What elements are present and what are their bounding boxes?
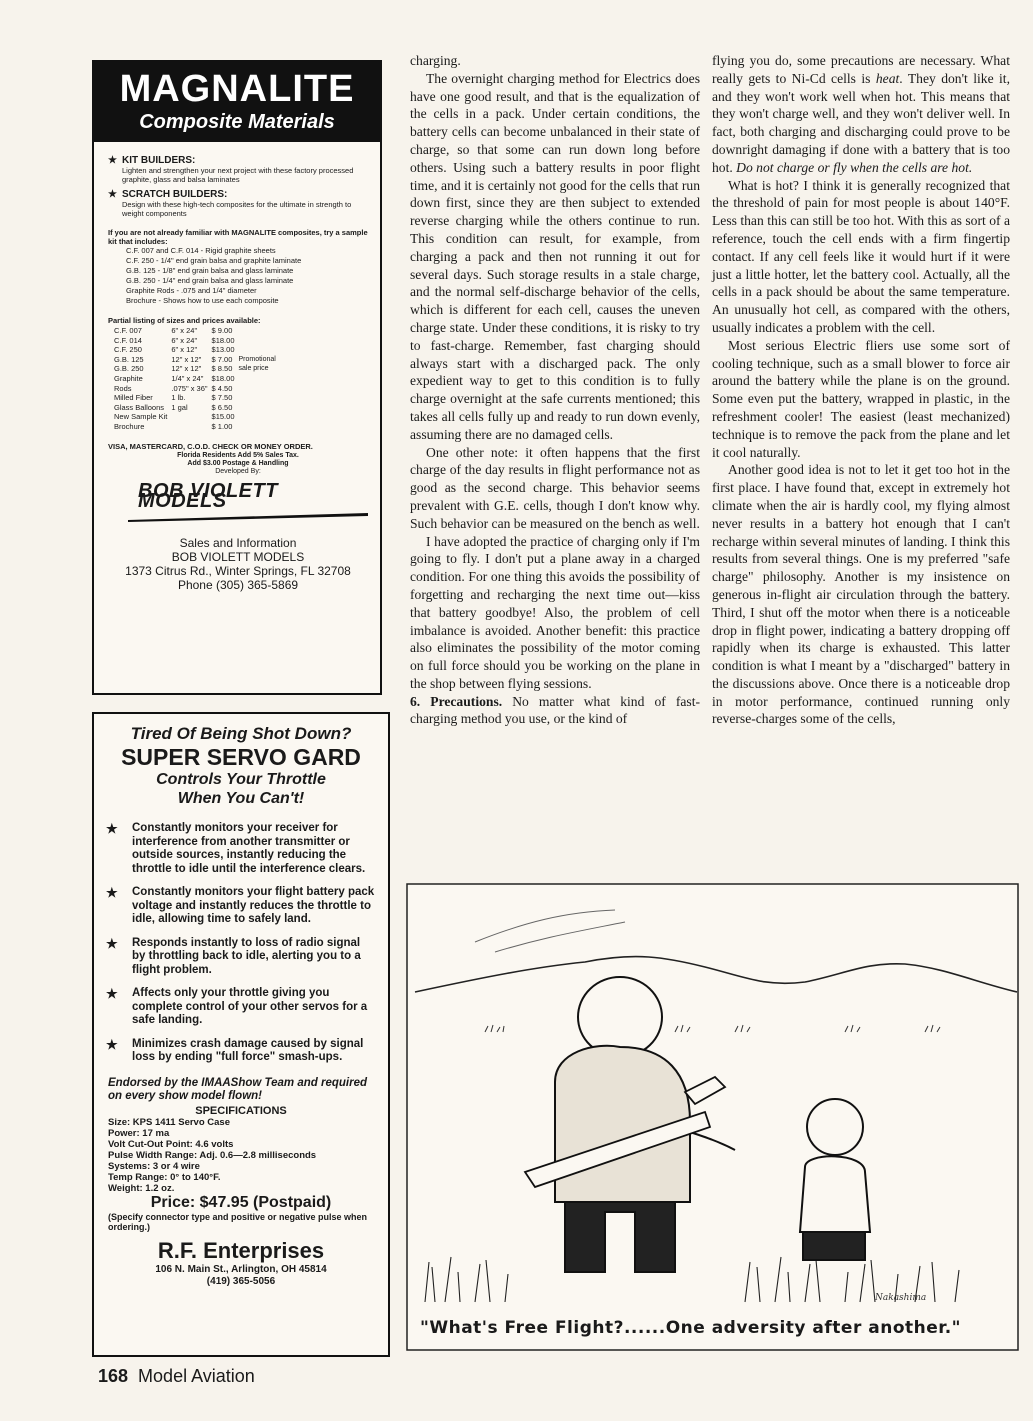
promo-note: Promotional [238,355,276,363]
page-number: 168 [98,1366,129,1386]
article-column-1 [410,52,700,728]
company-name: R.F. Enterprises [157,1237,325,1263]
spec-list [94,1117,388,1194]
cartoon-illustration [405,882,1020,1352]
sample-kit-lead: If you are not already familiar with MAGNALITE composites, try a sample kit that includes: [108,228,368,246]
logo-text: BOB VIOLETT MODELS [138,479,278,512]
price-row: G.B. 125 12" x 12" $ 7.00 Promotional [114,354,276,364]
precautions-paragraph: 6. Precautions. No matter what kind of fast-charging method you use, or the kind of [410,693,700,727]
sample-item: G.B. 250 - 1/4" end grain balsa and glass laminate [126,276,294,285]
bullet-desc: Lighten and strengthen your next project with these factory processed graphite, glass and balsa laminates [122,166,354,184]
shipping-note: Add $3.00 Postage & Handling [187,459,289,467]
star-icon: ★ [108,155,117,166]
star-icon: ★ [106,986,118,1001]
price-row: G.B. 250 12" x 12" $ 8.50 sale price [112,364,278,374]
star-icon: ★ [106,935,118,951]
sample-item: G.B. 125 - 1/8" end grain balsa and glass laminate [126,266,294,275]
price-row: C.F. 014 6" x 24" $18.00 [114,335,235,345]
article-paragraph: What is hot? I think it is generally recognized that the threshold of pain for most people is about 140°F. Less than this can still be too hot. With this as sort of a reference, touch the cell ends with a firm fingertip contact. If any cell feels like it would hurt if it were just a little hotter, let the battery cool. Actually, all the cells in a pack should be about the same temperature. An unusually hot cell, as compared with the others, usually indicates a problem with the cell. [712,177,1010,335]
sales-line: Phone (305) 365-5869 [177,577,299,592]
sample-item: C.F. 250 - 1/4" end grain balsa and graphite laminate [126,256,302,265]
feature-item: ★ Affects only your throttle giving you complete control of your other servos for a safe landing. [106,986,368,1026]
page-footer [98,1366,255,1387]
bob-violett-logo [108,480,368,526]
spec-item: Size: KPS 1411 Servo Case [108,1116,230,1128]
article-paragraph: Most serious Electric fliers use some sort of cooling technique, such as a small blower to force air around the battery while the plane is on the ground. Some even put the battery, wrapped in plastic, in the refreshment cooler! The easiest (least mechanized) technique is to remove the pack from the plane and let it cool naturally. [712,337,1010,460]
price-list-title: Partial listing of sizes and prices available: [108,316,261,325]
bullet-scratch-builders: ★ SCRATCH BUILDERS: [108,189,228,200]
star-icon: ★ [106,885,118,900]
article-paragraph: Another good idea is not to let it get too hot in the first place. I have found that, except in extremely hot climate when the air is hardly cool, my flying almost never results in a battery hot enough that I can't recharge within several minutes of landing. I think this results from several things. One is my preferred "safe charge" philosophy. Another is my insistence on generous in-flight air circulation through the battery. Third, I shut off the motor when there is a noticeable drop in flight power, indicating a battery dropping off rapidly when its charge is exhausted. This latter condition is what I meant by a "discharged" battery in the discussions above. Once there is a noticeable drop in motor performance, continued running only reverse-charges some of the cells, [712,462,1010,727]
feature-item: ★ Minimizes crash damage caused by signal loss by ending "full force" smash-ups. [106,1036,364,1063]
article-paragraph: flying you do, some precautions are necessary. What really gets to Ni-Cd cells is heat. They don't like it, and they won't work well when hot. This means that they won't charge well, and they won't deliver well. In fact, both charging and discharging could prove to be downright damaging if done with a battery that is too hot. Do not charge or fly when the cells are hot. [712,53,1010,175]
product-name: SUPER SERVO GARD [121,744,361,770]
warning-emphasis: Do not charge or fly when the cells are hot. [736,159,973,175]
spec-item: Weight: 1.2 oz. [108,1182,175,1194]
star-icon: ★ [106,1036,118,1052]
emphasis: heat [875,70,900,86]
sales-line: 1373 Citrus Rd., Winter Springs, FL 32708 [125,563,351,578]
spec-item: Temp Range: 0° to 140°F. [108,1171,221,1183]
spec-item: Systems: 3 or 4 wire [108,1160,200,1172]
spec-item: Power: 17 ma [108,1127,170,1139]
bullet-desc: Design with these high-tech composites for the ultimate in strength to weight components [122,200,352,218]
magnalite-subtitle: Composite Materials [139,111,335,133]
spec-item: Pulse Width Range: Adj. 0.6—2.8 milliseconds [108,1149,317,1161]
ad-tagline: Tired Of Being Shot Down? [130,724,352,743]
price-table [112,326,278,432]
boy-figure [800,1099,870,1260]
price-row: Rods .075" x 36" $ 4.50 [114,383,233,393]
star-icon: ★ [108,189,117,200]
feature-item: ★ Constantly monitors your receiver for interference from another transmitter or outside sources, instantly reducing the throttle to idle until the interference clears. [106,821,366,875]
magnalite-banner [94,62,380,142]
payment-methods: VISA, MASTERCARD, C.O.D. CHECK OR MONEY ORDER. [108,441,313,451]
sales-line: BOB VIOLETT MODELS [171,549,305,564]
article-paragraph: The overnight charging method for Electrics does have one good result, and that is the equalization of the cells in a pack. Under certain conditions, the battery cells can become unbalanced in their state of charge, so that some can run down long before others. Using such a battery results in poor flight time, and it is certainly not good for the cells that run down first, since they are then subject to extended reverse charging while the others continue to run. This condition can result, for example, from charging a pack and then not running it out for several days. Such storage results in a stale charge, and the normal self-discharge behavior of the cells, which is different for each cell, causes the uneven charge state. Under these conditions, it is risky to try to fast-charge. Remember, fast charging should always start with a discharged pack. The only expedient way to get to this condition is to fully charge overnight at the safe currents mentioned; this takes all cells fully up and ready to run down evenly, assuming there are no damaged cells. [410,70,700,442]
price-note: (Specify connector type and positive or negative pulse when ordering.) [108,1211,368,1232]
sample-item: Brochure - Shows how to use each composite [126,296,279,305]
spec-item: Volt Cut-Out Point: 4.6 volts [108,1138,234,1150]
cartoon-caption: "What's Free Flight?......One adversity after another." [420,1318,962,1338]
price-row: Milled Fiber 1 lb. $ 7.50 [114,393,233,403]
price-row: New Sample Kit $15.00 [114,412,235,422]
price-row: Brochure $ 1.00 [114,421,233,431]
precautions-heading: 6. Precautions. [410,693,503,709]
endorsement: Endorsed by the IMAAShow Team and required on every show model flown! [108,1076,367,1102]
price-row: Graphite 1/4" x 24" $18.00 [114,373,235,383]
price-row: C.F. 250 6" x 12" $13.00 [114,345,235,355]
magazine-name: Model Aviation [138,1366,255,1386]
article-column-2 [712,52,1010,728]
article-paragraph: One other note: it often happens that the first charge of the day results in flight performance not as good as the second charge. This behavior seems prevalent with G.E. cells, though I don't know why. Such behavior can be measured on the bench as well. [410,444,700,531]
magnalite-ad [92,60,382,695]
spec-title: SPECIFICATIONS [195,1104,287,1117]
tax-note: Florida Residents Add 5% Sales Tax. [177,451,299,459]
servo-gard-ad [92,712,390,1357]
pitch-line: Controls Your Throttle [156,771,326,788]
pitch-line: When You Can't! [177,790,305,807]
price-row: C.F. 007 6" x 24" $ 9.00 [114,326,233,335]
magnalite-brand: MAGNALITE [119,68,355,110]
article-paragraph: I have adopted the practice of charging only if I'm going to fly. I don't put a plane away in a charged condition. For one thing this avoids the possibility of forgetting and recharging the next time out—kiss that battery goodbye! Also, the problem of cell imbalance is avoided. Another benefit: this practice also eliminates the possibility of the motor coming on full force should you be working on the plane in the shop between flying sessions. [410,533,700,691]
swoosh-icon [128,512,368,522]
company-phone: (419) 365-5056 [206,1275,276,1287]
price-row: Glass Balloons 1 gal $ 6.50 [114,402,233,412]
bullet-kit-builders: ★ KIT BUILDERS: [108,155,196,166]
developed-by: Developed By: [215,467,261,475]
promo-note: sale price [238,365,269,373]
price: Price: $47.95 (Postpaid) [150,1193,332,1211]
company-address: 106 N. Main St., Arlington, OH 45814 [155,1263,327,1275]
article-paragraph: charging. [410,53,461,68]
artist-signature: Nakashima [875,1293,927,1303]
feature-item: ★ Responds instantly to loss of radio signal by throttling back to idle, alerting you to a flight problem. [106,935,361,976]
sales-line: Sales and Information [179,535,297,550]
sample-item: Graphite Rods - .075 and 1/4" diameter [126,286,257,295]
sales-info [108,536,368,592]
sample-item: C.F. 007 and C.F. 014 - Rigid graphite sheets [126,246,276,255]
feature-item: ★ Constantly monitors your flight battery pack voltage and instantly reduces the throttle to idle, allowing time to safely land. [106,885,375,925]
star-icon: ★ [106,821,118,836]
